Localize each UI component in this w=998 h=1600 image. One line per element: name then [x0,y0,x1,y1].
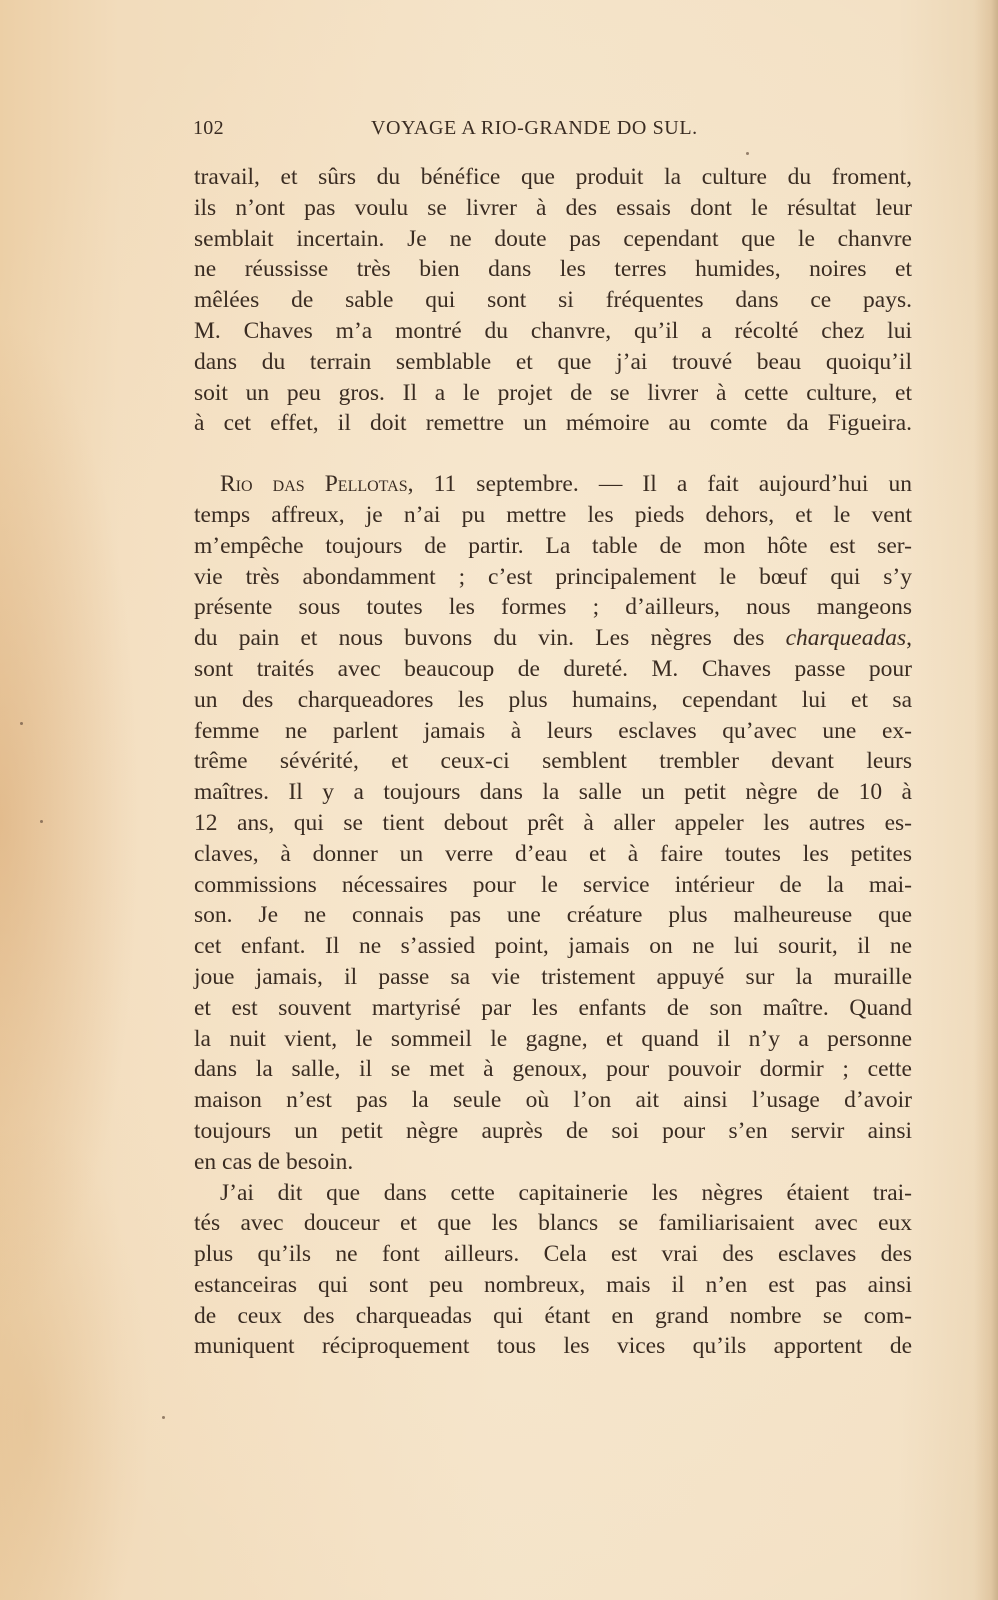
text-line: claves, à donner un verre d’eau et à faire toutes les petites [194,840,912,867]
text-line: J’ai dit que dans cette capitainerie les nègres étaient trai- [220,1179,912,1206]
text-line: travail, et sûrs du bénéfice que produit la culture du froment, [194,164,912,190]
text-line: toujours un petit nègre auprès de soi pour s’en servir ainsi [194,1117,912,1144]
text-line: cet enfant. Il ne s’assied point, jamais on ne lui sourit, il ne [194,933,912,960]
paper-speck [20,722,23,725]
text-line: en cas de besoin. [194,1148,354,1175]
text-line: sont traités avec beaucoup de dureté. M. Chaves passe pour [194,655,912,682]
text-line: maison n’est pas la seule où l’on ait ainsi l’usage d’avoir [194,1087,912,1114]
text-line: muniquent réciproquement tous les vices qu’ils apportent de [194,1333,912,1360]
text-line: présente sous toutes les formes ; d’ailleurs, nous mangeons [194,594,912,621]
running-title: VOYAGE A RIO-GRANDE DO SUL. [371,117,698,139]
page-edge-shadow [974,0,998,1600]
text-line: semblait incertain. Je ne doute pas cependant que le chanvre [194,225,912,252]
text-line: son. Je ne connais pas une créature plus malheureuse que [194,902,912,929]
text-line: plus qu’ils ne font ailleurs. Cela est vrai des esclaves des [194,1241,912,1268]
paragraph [194,162,912,439]
text-line: estanceiras qui sont peu nombreux, mais il n’en est pas ainsi [194,1271,912,1298]
text-line: ils n’ont pas voulu se livrer à des essais dont le résultat leur [194,194,912,221]
page-header [193,113,913,143]
text-line: de ceux des charqueadas qui étant en grand nombre se com- [194,1302,912,1329]
text-line: maîtres. Il y a toujours dans la salle un petit nègre de 10 à [194,779,912,806]
paper-speck [162,1416,165,1419]
text-line: à cet effet, il doit remettre un mémoire au comte da Figueira. [194,410,912,437]
text-line: femme ne parlent jamais à leurs esclaves qu’avec une ex- [194,717,912,744]
body-text [194,162,912,1362]
text-line: dans la salle, il se met à genoux, pour pouvoir dormir ; cette [194,1056,912,1083]
text-line: joue jamais, il passe sa vie tristement appuyé sur la muraille [194,963,912,990]
text-line: un des charqueadores les plus humains, cependant lui et sa [194,686,912,713]
entry-heading-line [194,469,912,500]
text-line: 12 ans, qui se tient debout prêt à aller appeler les autres es- [194,809,912,836]
text-line: temps affreux, je n’ai pu mettre les pieds dehors, et le vent [194,501,912,528]
text-line: M. Chaves m’a montré du chanvre, qu’il a récolté chez lui [194,317,912,344]
text-line: ne réussisse très bien dans les terres humides, noires et [194,256,912,283]
text-line: et est souvent martyrisé par les enfants de son maître. Quand [194,994,912,1021]
paper-speck [746,152,749,155]
text-line: commissions nécessaires pour le service intérieur de la mai- [194,871,912,898]
text-span: du pain et nous buvons du vin. Les nègres des [194,625,786,652]
entry-date-text: , 11 septembre. — Il a fait aujourd’hui un [407,471,912,498]
text-line [194,623,912,654]
paragraph [194,469,912,1177]
paper-speck [40,820,43,823]
paragraph [194,1178,912,1363]
text-line: tés avec douceur et que les blancs se familiarisaient avec eux [194,1210,912,1237]
page-number: 102 [193,117,224,139]
text-line: mêlées de sable qui sont si fréquentes dans ce pays. [194,287,912,314]
text-line: la nuit vient, le sommeil le gagne, et quand il n’y a personne [194,1025,912,1052]
text-line: dans du terrain semblable et que j’ai trouvé beau quoiqu’il [194,348,912,375]
section-gap [194,439,912,469]
italic-term: charqueadas [785,625,907,652]
text-line: vie très abondamment ; c’est principalement le bœuf qui s’y [194,563,912,590]
text-line: soit un peu gros. Il a le projet de se livrer à cette culture, et [194,379,912,406]
text-line: m’empêche toujours de partir. La table de mon hôte est ser- [194,532,912,559]
text-line: trême sévérité, et ceux-ci semblent trembler devant leurs [194,748,912,775]
text-span: , [906,625,912,652]
place-name: Rio das Pellotas [220,471,408,498]
